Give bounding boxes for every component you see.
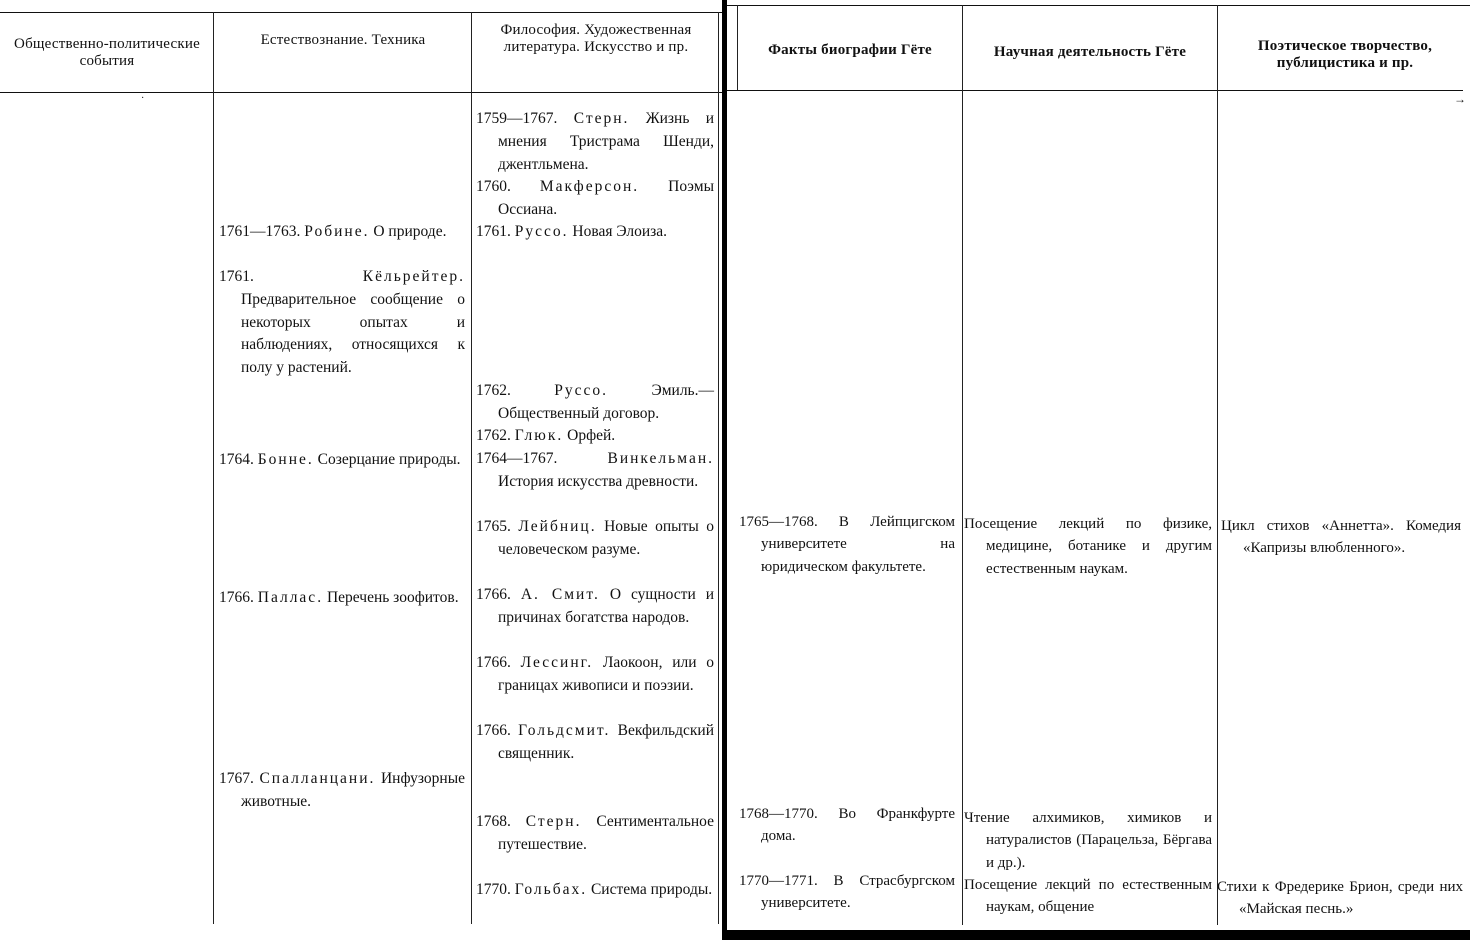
header-philosophy-literature: Философия. Художественная литература. Искусство и пр.	[500, 22, 692, 55]
column-rule	[213, 12, 214, 924]
literature-entry: 1766. Гольдсмит. Векфильдский священник.	[476, 722, 715, 762]
literature-entry: 1762. Руссо. Эмиль.—Общественный договор.	[476, 382, 714, 422]
column-rule	[718, 12, 719, 924]
column-rule	[962, 5, 963, 925]
science-activity-entry: Посещение лекций по физике, медицине, ботанике и другим естественным наукам.	[964, 516, 1212, 577]
science-entry: 1761—1763. Робине. О природе.	[219, 223, 447, 240]
literature-entry: 1761. Руссо. Новая Элоиза.	[476, 223, 668, 240]
column-rule	[1217, 5, 1218, 925]
top-rule	[0, 12, 722, 13]
header-social-political: Общественно-политические события	[14, 36, 200, 69]
column-rule	[471, 12, 472, 924]
science-activity-entry: Посещение лекций по естественным наукам, общение	[964, 877, 1212, 916]
header-rule	[727, 90, 1463, 91]
literature-entry: 1770. Гольбах. Система природы.	[476, 881, 713, 898]
science-entry: 1767. Спалланцани. Инфузорные животные.	[219, 770, 465, 810]
literature-entry: 1759—1767. Стерн. Жизнь и мнения Тристрама Шенди, джентльмена.	[476, 110, 714, 173]
rule-arrow: →	[1454, 92, 1466, 106]
header-natural-science: Естествознание. Техника	[260, 32, 426, 48]
literature-entry: 1762. Глюк. Орфей.	[476, 427, 616, 444]
biography-entry: 1765—1768. В Лейпцигском университете на юридическом факультете.	[739, 514, 955, 575]
literature-entry: 1760. Макферсон. Поэмы Оссиана.	[476, 178, 714, 218]
literature-entry: 1766. А. Смит. О сущности и причинах богатства народов.	[476, 586, 715, 626]
header-goethe-biography: Факты биографии Гёте	[768, 42, 932, 58]
biography-entry: 1770—1771. В Страсбургском университете.	[739, 873, 955, 912]
science-activity-entry: Чтение алхимиков, химиков и натуралистов (Парацельза, Бёргава и др.).	[964, 810, 1212, 871]
stray-dot: ·	[141, 93, 145, 104]
header-goethe-poetry: Поэтическое творчество, публицистика и пр.	[1257, 38, 1433, 71]
poetry-entry: Цикл стихов «Аннетта». Комедия «Капризы влюбленного».	[1221, 518, 1461, 557]
left-page	[0, 0, 722, 940]
science-entry: 1761. Кёльрейтер. Предварительное сообщение о некоторых опытах и наблюдениях, относящихся к полу у растений.	[219, 268, 465, 377]
science-entry: 1764. Бонне. Созерцание природы.	[219, 451, 461, 468]
column-rule	[737, 5, 738, 90]
literature-entry: 1768. Стерн. Сентиментальное путешествие.	[476, 813, 714, 853]
poetry-entry: Стихи к Фредерике Брион, среди них «Майская песнь.»	[1217, 879, 1463, 918]
header-rule	[0, 92, 722, 93]
literature-entry: 1766. Лессинг. Лаокоон, или о границах живописи и поэзии.	[476, 654, 715, 694]
bottom-band	[727, 930, 1470, 940]
right-page	[727, 0, 1470, 940]
header-goethe-science: Научная деятельность Гёте	[993, 44, 1187, 60]
literature-entry: 1764—1767. Винкельман. История искусства древности.	[476, 450, 714, 490]
top-rule	[727, 5, 1470, 6]
biography-entry: 1768—1770. Во Франкфурте дома.	[739, 806, 955, 845]
literature-entry: 1765. Лейбниц. Новые опыты о человеческом разуме.	[476, 518, 714, 558]
science-entry: 1766. Паллас. Перечень зоофитов.	[219, 589, 459, 606]
